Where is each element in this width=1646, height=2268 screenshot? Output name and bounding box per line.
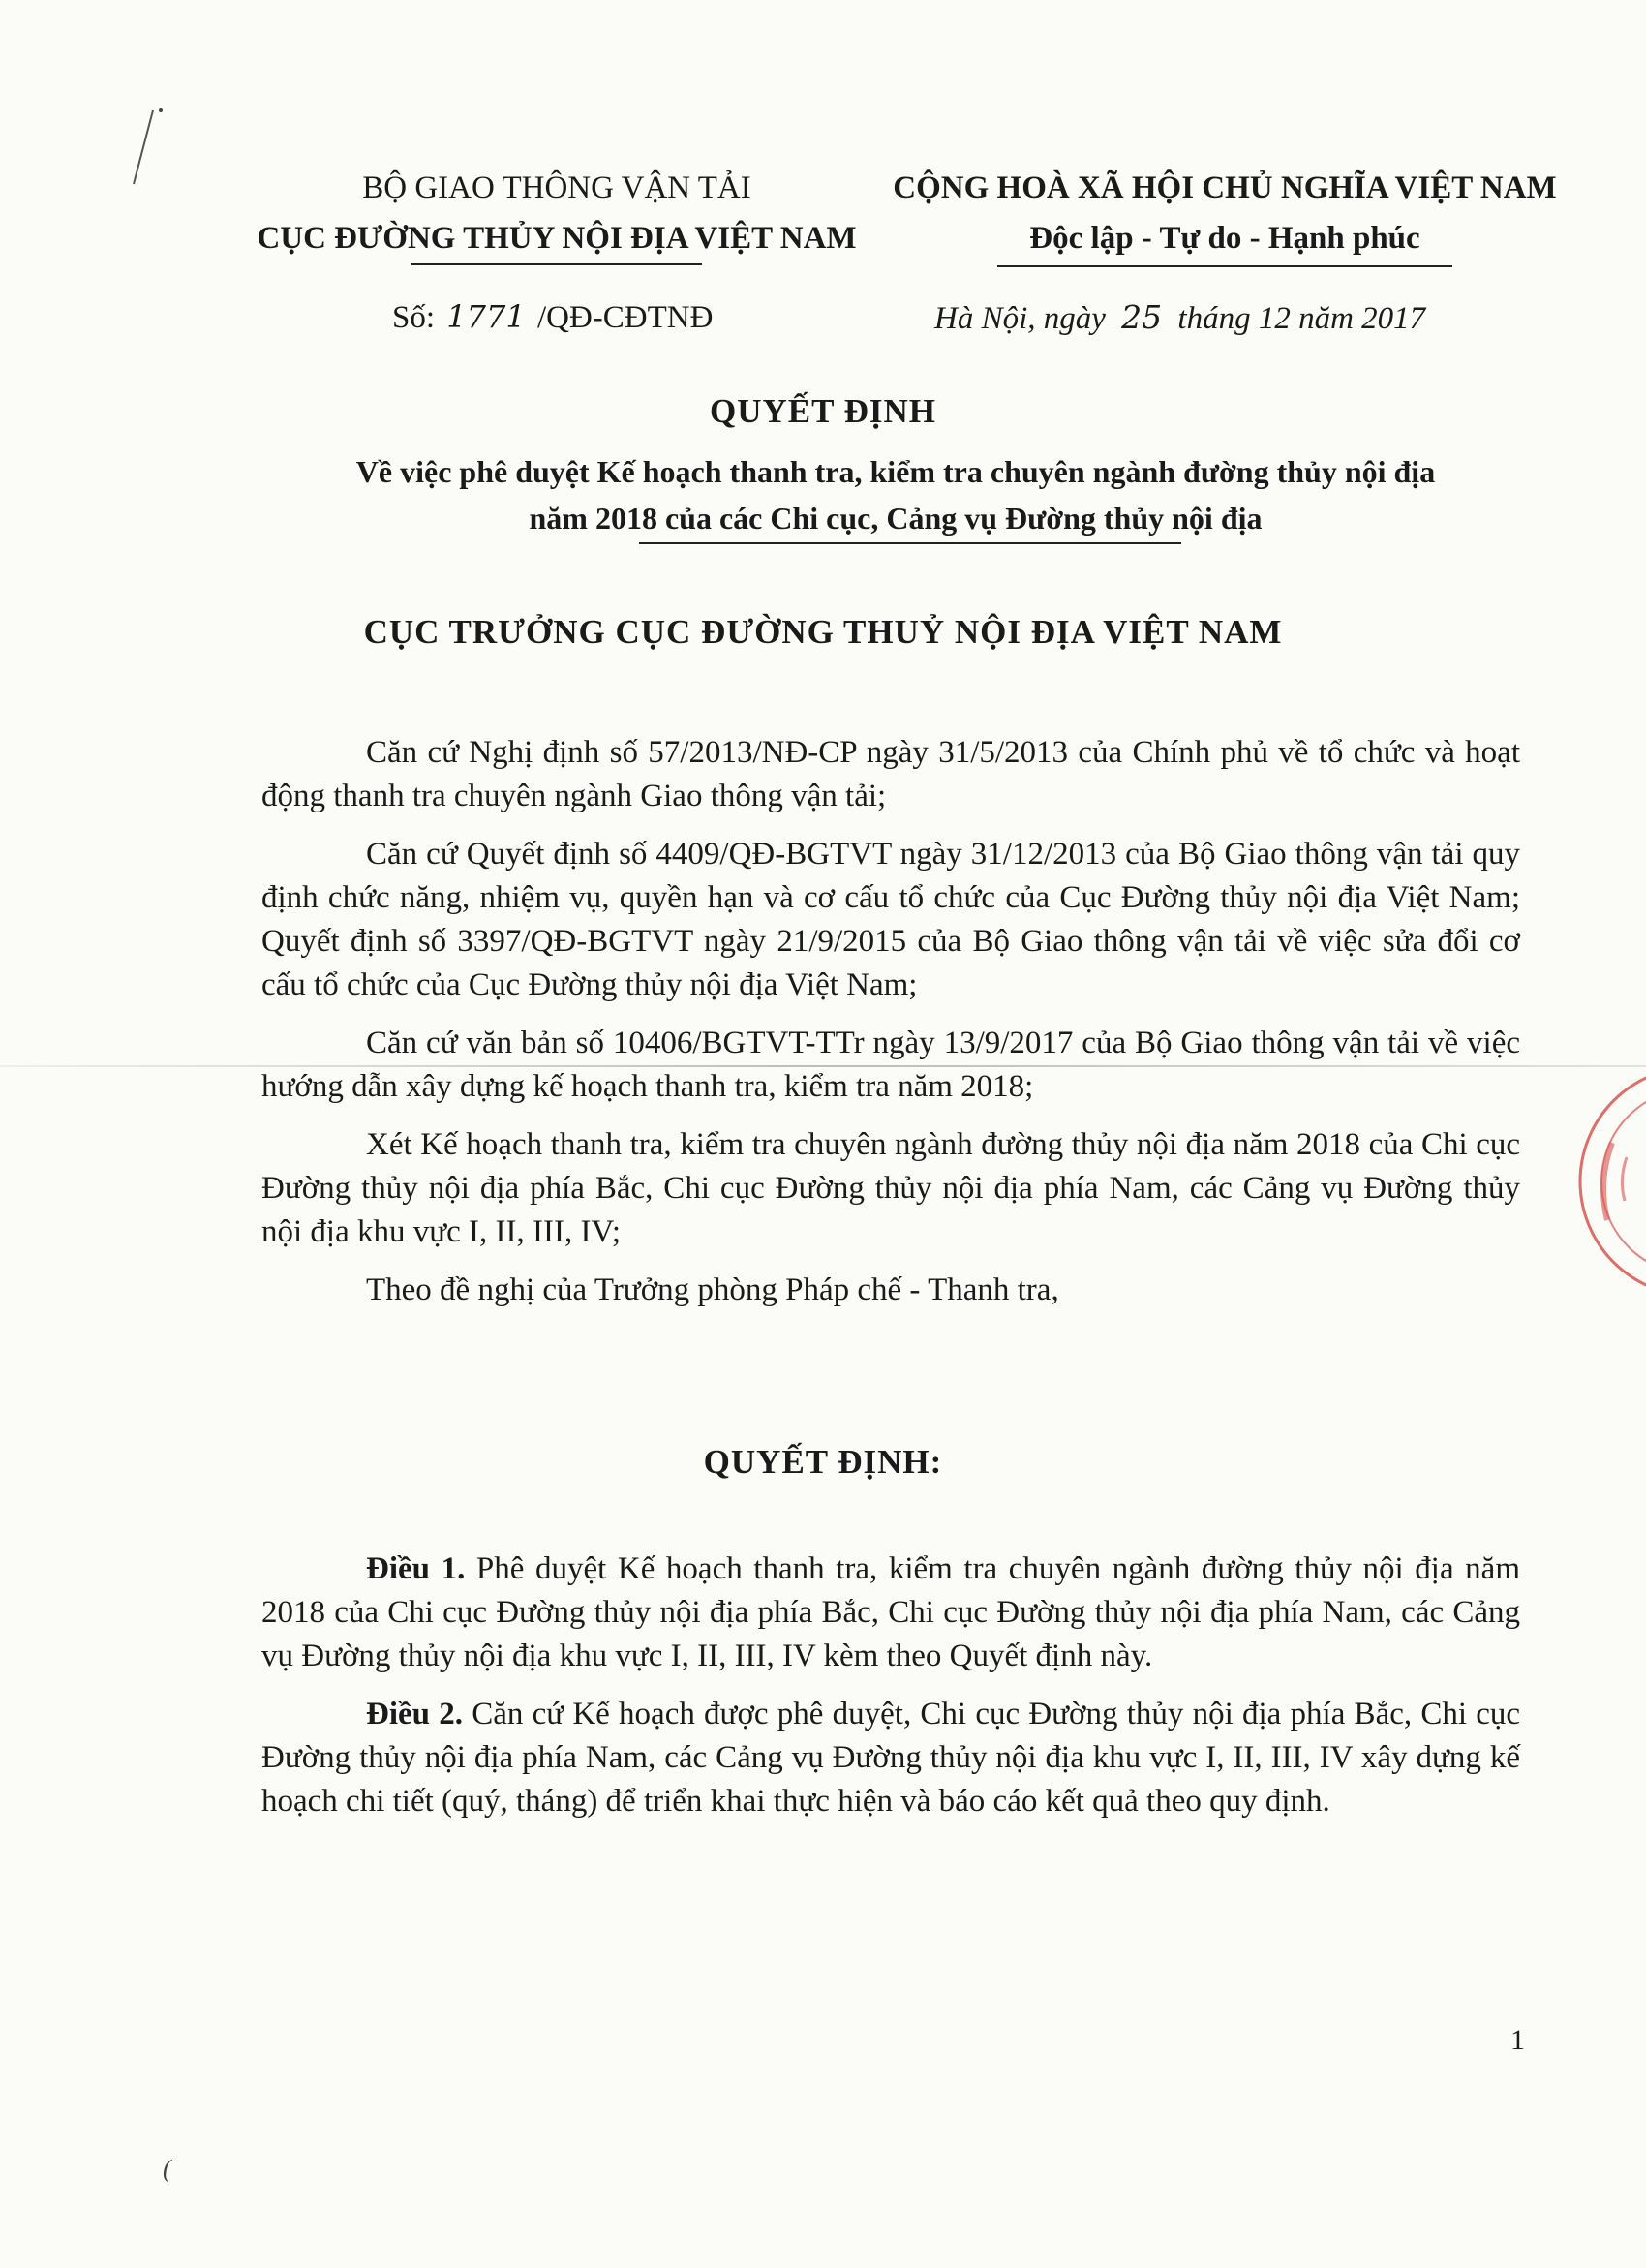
pen-mark	[126, 107, 165, 194]
article-2	[261, 1693, 1520, 1824]
issuing-authority: CỤC TRƯỞNG CỤC ĐƯỜNG THUỶ NỘI ĐỊA VIỆT NAM	[363, 613, 1283, 651]
motto-underline	[997, 265, 1452, 267]
national-header-block	[876, 163, 1573, 267]
agency-underline	[412, 263, 702, 265]
preamble-paragraph: Căn cứ Nghị định số 57/2013/NĐ-CP ngày 31/5/2013 của Chính phủ về tổ chức và hoạt động thanh tra chuyên ngành Giao thông vận tải;	[261, 735, 1520, 813]
doc-number-suffix: /QĐ-CĐTNĐ	[536, 300, 714, 335]
ministry-name: BỘ GIAO THÔNG VẬN TẢI	[362, 170, 751, 205]
doc-number-prefix: Số:	[392, 300, 436, 335]
subject-line-1: Về việc phê duyệt Kế hoạch thanh tra, kiểm tra chuyên ngành đường thủy nội địa	[355, 454, 1436, 489]
page-number: 1	[1510, 2024, 1525, 2056]
document-number	[392, 298, 713, 336]
red-seal-stamp	[1569, 1056, 1646, 1307]
agency-name: CỤC ĐƯỜNG THỦY NỘI ĐỊA VIỆT NAM	[257, 221, 857, 256]
article-text: Căn cứ Kế hoạch được phê duyệt, Chi cục Đường thủy nội địa phía Bắc, Chi cục Đường thủy nội địa phía Nam, các Cảng vụ Đường thủy nội địa khu vực I, II, III, IV xây dựng kế hoạch chi tiết (quý, tháng) để triển khai thực hiện và báo cáo kết quả theo quy định.	[261, 1697, 1521, 1819]
national-motto: Độc lập - Tự do - Hạnh phúc	[1029, 221, 1420, 256]
subject-underline	[639, 542, 1181, 544]
article-text: Phê duyệt Kế hoạch thanh tra, kiểm tra chuyên ngành đường thủy nội địa năm 2018 của Chi cục Đường thủy nội địa phía Bắc, Chi cục Đường thủy nội địa phía Nam, các Cảng vụ Đường thủy nội địa khu vực I, II, III, IV kèm theo Quyết định này.	[261, 1551, 1520, 1673]
date-place-prefix: Hà Nội, ngày	[934, 301, 1106, 336]
issue-date	[934, 298, 1425, 337]
scan-artifact-line	[0, 1065, 1646, 1067]
article-label: Điều 1.	[366, 1551, 466, 1586]
document-subject	[242, 448, 1549, 541]
nation-name: CỘNG HOÀ XÃ HỘI CHỦ NGHĨA VIỆT NAM	[893, 170, 1557, 205]
preamble-paragraph: Theo đề nghị của Trưởng phòng Pháp chế - Thanh tra,	[366, 1272, 1059, 1307]
article-1	[261, 1548, 1520, 1678]
preamble-paragraph: Căn cứ Quyết định số 4409/QĐ-BGTVT ngày 31/12/2013 của Bộ Giao thông vận tải quy định chức năng, nhiệm vụ, quyền hạn và cơ cấu tổ chức của Cục Đường thủy nội địa Việt Nam; Quyết định số 3397/QĐ-BGTVT ngày 21/9/2015 của Bộ Giao thông vận tải về việc sửa đổi cơ cấu tổ chức của Cục Đường thủy nội địa Việt Nam;	[261, 837, 1520, 1002]
articles	[261, 1548, 1520, 1838]
preamble	[261, 731, 1520, 1327]
decision-heading: QUYẾT ĐỊNH:	[703, 1443, 943, 1481]
article-label: Điều 2.	[366, 1697, 463, 1732]
issuing-agency-block	[242, 163, 871, 265]
preamble-paragraph: Xét Kế hoạch thanh tra, kiểm tra chuyên ngành đường thủy nội địa năm 2018 của Chi cục Đường thủy nội địa phía Bắc, Chi cục Đường thủy nội địa phía Nam, các Cảng vụ Đường thủy nội địa khu vực I, II, III, IV;	[261, 1127, 1520, 1249]
doc-number-handwritten: 1771	[446, 298, 526, 335]
date-handwritten-day: 25	[1121, 298, 1163, 336]
pen-mark-bottom: (	[163, 2155, 171, 2183]
subject-line-2: năm 2018 của các Chi cục, Cảng vụ Đường thủy nội địa	[529, 501, 1263, 536]
date-rest: tháng 12 năm 2017	[1177, 301, 1426, 336]
document-title: QUYẾT ĐỊNH	[710, 392, 936, 430]
preamble-paragraph: Căn cứ văn bản số 10406/BGTVT-TTr ngày 13/9/2017 của Bộ Giao thông vận tải về việc hướng dẫn xây dựng kế hoạch thanh tra, kiểm tra năm 2018;	[261, 1026, 1520, 1104]
